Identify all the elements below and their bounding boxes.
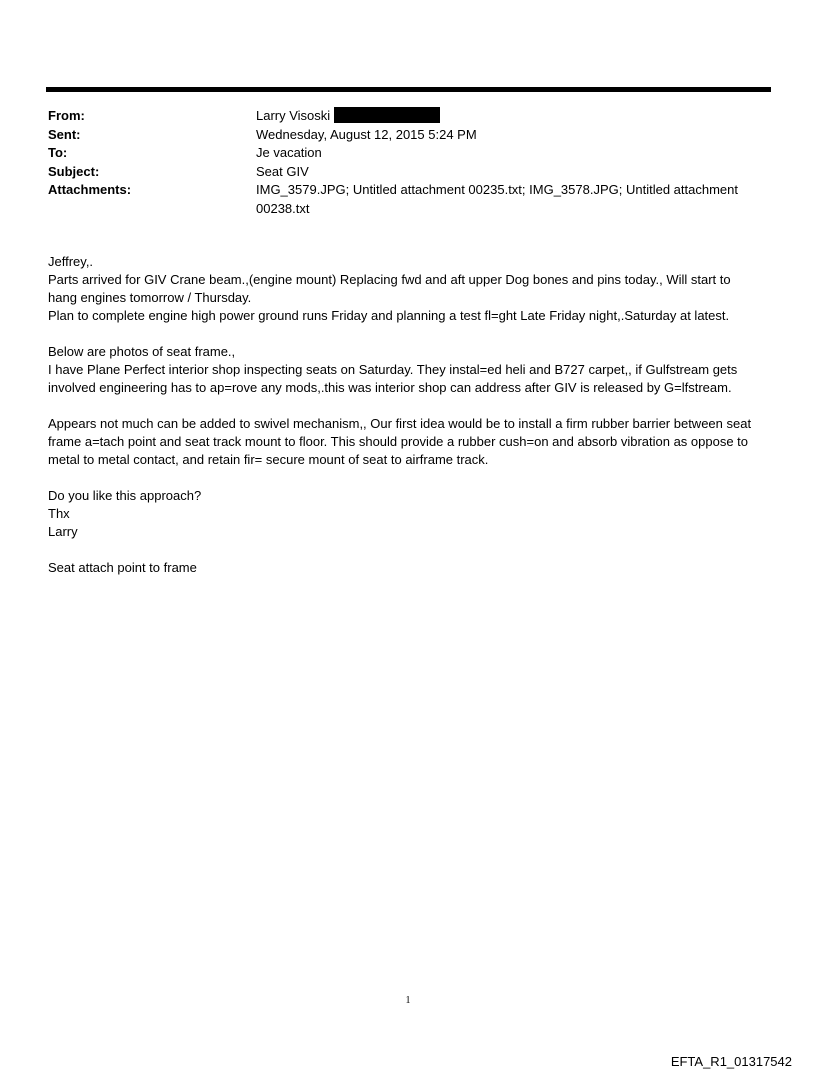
to-value: Je vacation: [256, 145, 322, 160]
header-from: [48, 107, 768, 126]
body-thanks: Thx: [48, 506, 70, 521]
body-paragraph: Appears not much can be added to swivel mechanism,, Our first idea would be to install a firm rubber barrier between seat frame a=tach point and seat track mount to floor. This should provide a rubber cush=on and absorb vibration as oppose to metal to metal contact, and retain fir= secure mount of seat to airframe track.: [48, 416, 752, 467]
image-caption: Seat attach point to frame: [48, 560, 197, 575]
header-rule: [46, 87, 771, 92]
page-number: 1: [405, 995, 411, 1006]
attachments-label: Attachments:: [48, 182, 132, 197]
sent-label: Sent:: [48, 126, 81, 142]
body-paragraph: Below are photos of seat frame.,: [48, 344, 236, 359]
redaction-box: [334, 107, 440, 123]
body-paragraph: Plan to complete engine high power ground runs Friday and planning a test fl=ght Late Friday night,.Saturday at latest.: [48, 308, 730, 323]
email-headers: [48, 107, 768, 218]
header-attachments: [48, 181, 768, 218]
subject-value: Seat GIV: [256, 163, 309, 179]
sent-value: Wednesday, August 12, 2015 5:24 PM: [256, 126, 477, 142]
body-paragraph: Parts arrived for GIV Crane beam.,(engine mount) Replacing fwd and aft upper Dog bones and pins today., Will start to hang engines tomorrow / Thursday.: [48, 272, 731, 305]
to-label: To:: [48, 145, 68, 160]
body-question: Do you like this approach?: [48, 488, 202, 503]
header-to: [48, 144, 768, 163]
subject-label: Subject:: [48, 163, 100, 179]
signature: Larry: [48, 524, 78, 539]
header-sent: [48, 126, 768, 145]
attachments-value: IMG_3579.JPG; Untitled attachment 00235.txt; IMG_3578.JPG; Untitled attachment 00238.txt: [256, 182, 738, 216]
email-body: [48, 253, 763, 577]
from-label: From:: [48, 108, 85, 123]
from-value: Larry Visoski: [256, 108, 331, 123]
document-id: EFTA_R1_01317542: [670, 1054, 792, 1069]
body-paragraph: I have Plane Perfect interior shop inspecting seats on Saturday. They instal=ed heli and B727 carpet,, if Gulfstream gets involved engineering has to ap=rove any mods,.this was interior shop can address after GIV is released by G=lfstream.: [48, 362, 738, 395]
greeting: Jeffrey,.: [48, 254, 94, 269]
header-subject: [48, 163, 768, 182]
